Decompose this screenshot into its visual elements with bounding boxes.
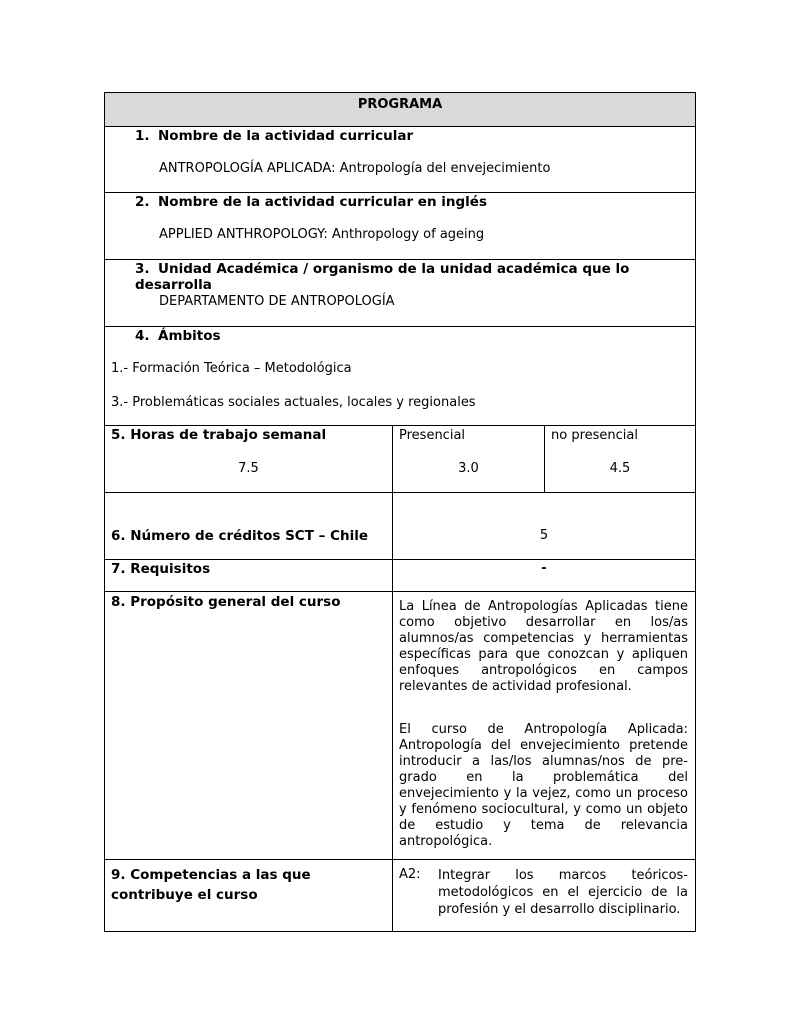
section-number: 3. <box>135 261 150 277</box>
section-title: Unidad Académica / organismo de la unidad académica que lo desarrolla <box>135 261 630 293</box>
weekly-hours-label: 5. Horas de trabajo semanal <box>111 427 327 443</box>
credits-label: 6. Número de créditos SCT – Chile <box>111 528 368 544</box>
presencial-value: 3.0 <box>458 461 479 476</box>
section-value: APPLIED ANTHROPOLOGY: Anthropology of ageing <box>159 227 485 242</box>
section-number: 4. <box>135 328 150 344</box>
section-value: ANTROPOLOGÍA APLICADA: Antropología del envejecimiento <box>159 161 551 176</box>
section-value: DEPARTAMENTO DE ANTROPOLOGÍA <box>159 294 395 309</box>
scope-item: 1.- Formación Teórica – Metodológica <box>111 361 352 376</box>
competencies-label: 9. Competencias a las que contribuye el curso <box>111 867 311 903</box>
scope-item: 3.- Problemáticas sociales actuales, locales y regionales <box>111 395 476 410</box>
program-table <box>104 92 696 932</box>
purpose-label: 8. Propósito general del curso <box>111 594 341 610</box>
credits-row <box>105 493 695 560</box>
no-presencial-value: 4.5 <box>609 461 631 476</box>
credits-value: 5 <box>539 528 549 543</box>
weekly-hours-total: 7.5 <box>238 461 259 476</box>
competency-text: Integrar los marcos teóricos-metodológicos en el ejercicio de la profesión y el desarrollo disciplinario. <box>438 868 688 917</box>
no-presencial-label: no presencial <box>551 428 638 443</box>
section-number: 2. <box>135 194 150 210</box>
requisites-row <box>105 560 695 592</box>
section-activity-name <box>105 127 695 193</box>
requisites-value: - <box>541 561 547 576</box>
purpose-paragraph: La Línea de Antropologías Aplicadas tiene como objetivo desarrollar en los/as alumnos/as competencias y herramientas específicas para que conozcan y apliquen enfoques antropológicos en campos relevantes de actividad profesional. <box>399 599 688 694</box>
section-title: Ámbitos <box>158 328 221 344</box>
table-header: PROGRAMA <box>105 93 695 127</box>
requisites-label: 7. Requisitos <box>111 561 211 577</box>
section-number: 1. <box>135 128 150 144</box>
purpose-paragraph: El curso de Antropología Aplicada: Antropología del envejecimiento pretende introducir a las/los alumnas/nos de pre-grado en la problemática del envejecimiento y la vejez, como un proceso y fenómeno sociocultural, y como un objeto de estudio y tema de relevancia antropológica. <box>399 722 688 849</box>
presencial-label: Presencial <box>399 428 466 443</box>
section-academic-unit <box>105 260 695 327</box>
competency-code: A2: <box>399 867 421 882</box>
weekly-hours-row <box>105 426 695 493</box>
section-title: Nombre de la actividad curricular en inglés <box>158 194 487 210</box>
section-activity-name-english <box>105 193 695 260</box>
competencies-row <box>105 860 695 931</box>
section-scopes <box>105 327 695 426</box>
section-title: Nombre de la actividad curricular <box>158 128 414 144</box>
purpose-row <box>105 592 695 860</box>
